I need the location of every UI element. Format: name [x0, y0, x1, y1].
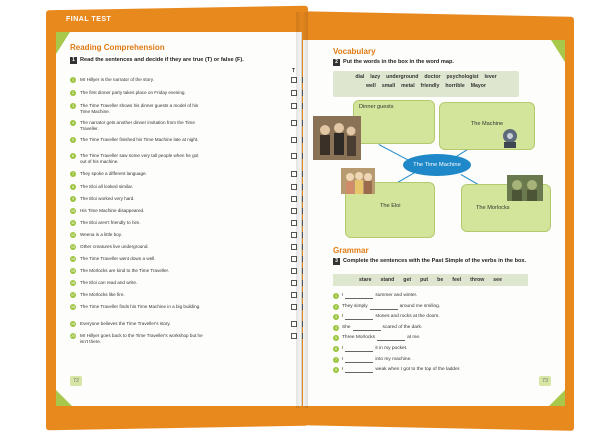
statement-number: 1	[72, 78, 74, 82]
vocab-word: small	[381, 83, 396, 89]
answer-blank[interactable]	[345, 347, 373, 352]
true-column-header: T	[292, 68, 296, 74]
gap-sentence	[333, 314, 555, 320]
gear-icon	[499, 126, 521, 150]
statement-text: Mr Hillyer goes back to the Time Traveller's workshop but he isn't there.	[80, 333, 203, 344]
statement-text: The Eloi can read and write.	[80, 280, 138, 285]
verb-word: stand	[380, 277, 395, 283]
sentence-start: I	[342, 293, 344, 298]
sentence-end: around me smiling.	[399, 303, 441, 309]
gap-sentence	[333, 325, 555, 331]
corner-decoration	[56, 32, 70, 54]
section-title-grammar: Grammar	[333, 246, 369, 255]
verb-word: stare	[359, 277, 372, 283]
statement-text: The Time Traveller finds his Time Machine in a big building.	[80, 304, 201, 309]
statement-number: 20	[71, 334, 75, 338]
vocab-word: doctor	[424, 74, 441, 80]
answer-blank[interactable]	[370, 305, 398, 310]
statement-number: 5	[72, 138, 74, 142]
map-label: Dinner guests	[359, 104, 394, 110]
statement-text: Weena is a little boy.	[80, 232, 122, 237]
section-title-reading: Reading Comprehension	[70, 43, 165, 52]
sentence-number: 8	[335, 368, 337, 373]
page-number: 73	[539, 376, 551, 386]
page-number: 72	[70, 376, 82, 386]
task-number: 1	[70, 57, 77, 64]
instruction-text: Read the sentences and decide if they are true (T) or false (F).	[80, 57, 244, 63]
statement-number: 10	[71, 209, 75, 213]
sentence-start: I	[342, 346, 344, 351]
eloi-illustration	[341, 168, 375, 194]
sentence-number: 2	[335, 304, 337, 309]
section-title-vocabulary: Vocabulary	[333, 47, 376, 56]
sentence-start: She	[342, 324, 351, 330]
statement-number: 7	[72, 172, 74, 176]
statement-text: The Time Traveller finished his Time Machine late at night.	[80, 137, 199, 142]
map-label: The Morlocks	[476, 205, 510, 211]
book-spine	[296, 12, 308, 408]
verb-word: get	[403, 277, 412, 283]
sentence-number: 6	[335, 347, 337, 351]
statement-text: The Time Traveller saw some very tall people when he got out of his machine.	[80, 153, 199, 164]
statement-number: 14	[71, 257, 75, 261]
sentence-end: scared of the dark.	[382, 324, 423, 330]
vocab-word: well	[366, 83, 376, 89]
statement-number: 6	[72, 154, 74, 158]
task-number: 3	[333, 258, 340, 265]
gap-sentence	[333, 293, 555, 299]
sentence-start: I	[342, 367, 344, 373]
answer-blank[interactable]	[377, 336, 405, 341]
statement-number: 8	[72, 185, 74, 189]
statement-text: They spoke a different language.	[80, 171, 147, 176]
map-center-label: The Time Machine	[413, 162, 461, 168]
gap-sentence	[333, 346, 555, 352]
sentence-end: it in my pocket.	[375, 346, 408, 351]
gap-sentence	[333, 335, 555, 341]
verb-word: see	[493, 277, 502, 283]
statement-text: The Morlocks like fire.	[80, 292, 125, 297]
header-band	[56, 10, 302, 32]
task-number: 2	[333, 59, 340, 66]
machine-illustration	[499, 126, 521, 150]
statement-text: The Time Traveller went down a well.	[80, 256, 156, 261]
header-band	[303, 18, 565, 40]
sentence-number: 5	[335, 336, 337, 341]
statement-text: The Eloi worked very hard.	[80, 196, 135, 201]
vocab-word: friendly	[420, 83, 440, 89]
statement-text: His Time Machine disappeared.	[80, 208, 145, 213]
verb-word: put	[420, 277, 429, 283]
vocab-word: horrible	[445, 83, 465, 89]
answer-blank[interactable]	[345, 358, 373, 363]
corner-decoration	[551, 40, 565, 62]
task-2-instruction	[333, 59, 553, 66]
answer-blank[interactable]	[345, 368, 373, 373]
morlocks-illustration	[507, 175, 543, 201]
statement-number: 13	[71, 245, 75, 249]
statement-text: The Morlocks are kind to the Time Traveller.	[80, 268, 170, 273]
statement-number: 18	[71, 305, 75, 309]
statement-number: 17	[71, 293, 75, 297]
sentence-start: I	[342, 314, 344, 320]
statement-number: 2	[72, 91, 74, 95]
statement-text: Other creatures live underground.	[80, 244, 149, 249]
gap-sentence	[333, 304, 555, 310]
sentence-number: 3	[335, 315, 337, 320]
statement-text: The Eloi aren't friendly to him.	[80, 220, 141, 225]
verb-word: be	[437, 277, 444, 283]
answer-blank[interactable]	[345, 294, 373, 299]
statement-number: 9	[72, 197, 74, 201]
statement-number: 15	[71, 269, 75, 273]
task-3-instruction	[333, 258, 547, 265]
gap-sentence	[333, 357, 555, 363]
statement-text: The Eloi all looked similar.	[80, 184, 134, 189]
sentence-end: weak when I got to the top of the ladder.	[375, 367, 461, 373]
corner-decoration	[56, 390, 72, 406]
word-row	[337, 82, 515, 91]
answer-blank[interactable]	[345, 315, 373, 320]
statement-text: The first dinner party takes place on Friday evening.	[80, 90, 186, 95]
statement-number: 12	[71, 233, 75, 237]
instruction-text: Complete the sentences with the Past Simple of the verbs in the box.	[343, 258, 527, 264]
vocab-word: lazy	[370, 74, 381, 80]
sentence-end: stones and rocks at the doors.	[375, 314, 440, 320]
sentence-number: 1	[335, 294, 337, 298]
sentence-start: I	[342, 356, 344, 362]
verb-word: throw	[470, 277, 485, 283]
dinner-guests-illustration	[313, 116, 361, 160]
statement-number: 19	[71, 322, 75, 326]
people-icon	[313, 116, 361, 160]
map-center	[403, 154, 471, 176]
verb-word: feel	[452, 277, 462, 283]
sentence-number: 7	[335, 357, 337, 362]
left-page	[56, 10, 302, 406]
corner-decoration	[549, 390, 565, 406]
creature-icon	[507, 175, 543, 201]
vocab-word: dial	[355, 74, 365, 80]
statement-number: 4	[72, 121, 74, 125]
vocab-word: psychologist	[446, 74, 479, 80]
verb-box	[333, 274, 528, 286]
answer-blank[interactable]	[353, 326, 381, 331]
sentence-number: 4	[335, 325, 337, 330]
map-box-dinner-guests	[353, 100, 435, 144]
statement-number: 16	[71, 281, 75, 285]
right-page	[303, 18, 565, 406]
vocab-word: metal	[401, 83, 415, 89]
map-label: The Eloi	[380, 203, 401, 209]
task-1-instruction	[70, 57, 298, 64]
sentence-end: summer and winter.	[375, 293, 418, 298]
map-label: The Machine	[470, 121, 504, 127]
final-test-label: FINAL TEST	[66, 16, 112, 23]
statement-text: The narrator gets another dinner invitation from the Time Traveller.	[80, 120, 195, 131]
sentence-start: Three Morlocks	[342, 335, 376, 341]
statement-text: Everyone believes the Time Traveller's story.	[80, 321, 171, 326]
word-row	[337, 73, 515, 82]
statement-number: 11	[71, 221, 75, 225]
sentence-start: They simply	[342, 303, 368, 309]
gap-sentence	[333, 367, 555, 373]
statement-number: 3	[72, 104, 74, 108]
sentence-end: at me.	[407, 335, 421, 341]
people-icon	[341, 168, 375, 194]
statement-text: Mr Hillyer is the narrator of the story.	[80, 77, 154, 82]
instruction-text: Put the words in the box in the word map.	[343, 59, 454, 65]
sentence-end: into my machine.	[375, 356, 412, 362]
word-box	[333, 71, 519, 97]
vocab-word: lever	[484, 74, 497, 80]
statement-text: The Time Traveller shows his dinner guests a model of his Time Machine.	[80, 103, 199, 114]
vocab-word: underground	[386, 74, 419, 80]
vocab-word: Mayor	[470, 83, 486, 89]
